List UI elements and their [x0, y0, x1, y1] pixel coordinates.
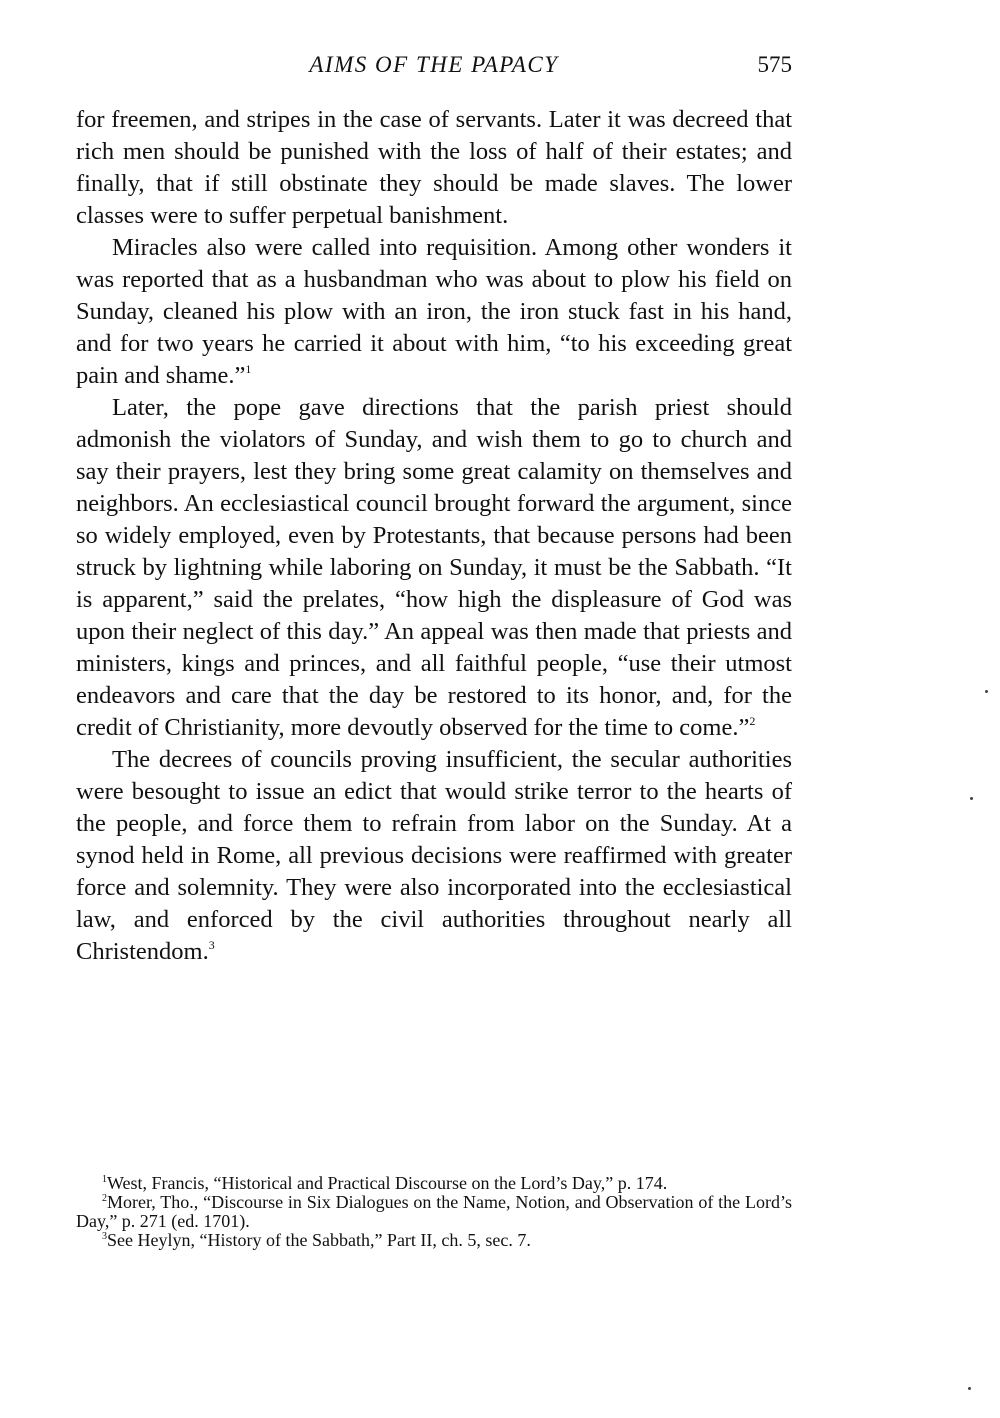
running-title: AIMS OF THE PAPACY — [309, 52, 559, 77]
footnote-mark: 3 — [102, 1231, 107, 1242]
page-number: 575 — [757, 52, 792, 77]
footnote-ref: 2 — [749, 714, 756, 728]
paragraph: Miracles also were called into requisition. Among other wonders it was reported that as a husbandman who was about to plow his field on Sunday, cleaned his plow with an iron, the iron stuck fast in his hand, and for two years he carried it about with him, “to his exceeding great pain and shame.”$^1$ — [76, 234, 792, 389]
paragraph: The decrees of councils proving insufficient, the secular authorities were besought to issue an edict that would strike terror to the hearts of the people, and force them to refrain from labor on the Sunday. At a synod held in Rome, all previous decisions were reaffirmed with greater force and solemnity. They were also incorporated into the ecclesiastical law, and enforced by the civil authorities throughout nearly all Christendom.$^3$ — [76, 746, 792, 965]
scan-speck — [970, 797, 973, 800]
scan-speck — [985, 690, 988, 693]
footnote: $^3$See Heylyn, “History of the Sabbath,” Part II, ch. 5, sec. 7. — [102, 1230, 531, 1250]
footnotes — [76, 1174, 792, 1250]
footnote: $^2$Morer, Tho., “Discourse in Six Dialogues on the Name, Notion, and Observation of the Lord’s Day,” p. 271 (ed. 1701). — [76, 1192, 792, 1231]
page-header — [76, 52, 792, 86]
footnote-ref: 1 — [245, 362, 252, 376]
footnote-ref: 3 — [208, 938, 215, 952]
scan-speck — [968, 1387, 971, 1390]
paragraph: for freemen, and stripes in the case of servants. Later it was decreed that rich men should be punished with the loss of half of their estates; and finally, that if still obstinate they should be made slaves. The lower classes were to suffer perpetual banishment. — [76, 106, 792, 229]
footnote: $^1$West, Francis, “Historical and Practical Discourse on the Lord’s Day,” p. 174. — [102, 1173, 668, 1193]
paragraph: Later, the pope gave directions that the parish priest should admonish the violators of Sunday, and wish them to go to church and say their prayers, lest they bring some great calamity on themselves and neighbors. An ecclesiastical council brought forward the argument, since so widely employed, even by Protestants, that because persons had been struck by lightning while laboring on Sunday, it must be the Sabbath. “It is apparent,” said the prelates, “how high the displeasure of God was upon their neglect of this day.” An appeal was then made that priests and ministers, kings and princes, and all faithful people, “use their utmost endeavors and care that the day be restored to its honor, and, for the credit of Christianity, more devoutly observed for the time to come.”$^2$ — [76, 394, 792, 741]
body-text — [76, 104, 792, 968]
footnote-mark: 2 — [102, 1193, 107, 1204]
footnote-mark: 1 — [102, 1174, 107, 1185]
